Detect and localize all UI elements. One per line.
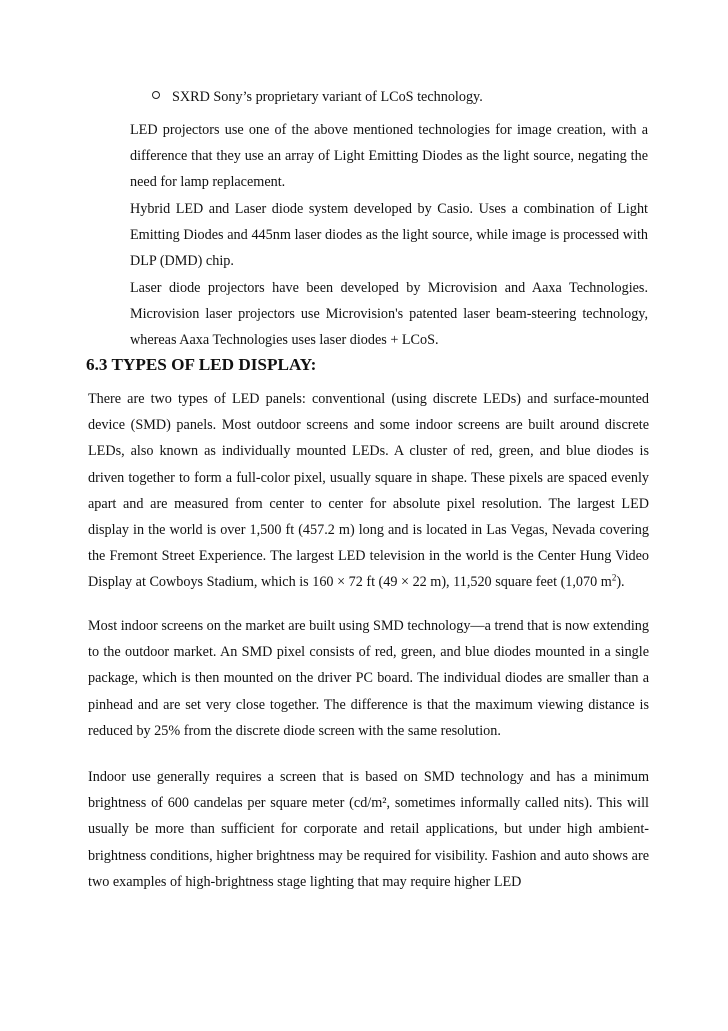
hollow-bullet-icon (152, 91, 160, 99)
paragraph-led-panel-types-end: ). (616, 574, 625, 591)
bullet-text: SXRD Sony’s proprietary variant of LCoS technology. (172, 89, 483, 105)
paragraph-led-projectors: LED projectors use one of the above mentioned technologies for image creation, with a difference that they use an array of Light Emitting Diodes as the light source, negating the need for lamp replacement. (130, 122, 648, 191)
paragraph-led-panel-types (88, 386, 649, 596)
paragraph-smd-technology: Most indoor screens on the market are built using SMD technology—a trend that is now extending to the outdoor market. An SMD pixel consists of red, green, and blue diodes mounted in a single package, which is then mounted on the driver PC board. The individual diodes are smaller than a pinhead and are set very close together. The difference is that the maximum viewing distance is reduced by 25% from the discrete diode screen with the same resolution. (88, 618, 649, 739)
bullet-item (152, 87, 483, 107)
superscript-two: 2 (611, 572, 617, 583)
paragraph-led-panel-types-text: There are two types of LED panels: conventional (using discrete LEDs) and surface-mounted device (SMD) panels. Most outdoor screens and some indoor screens are built around discrete LEDs, also known as individually mounted LEDs. A cluster of red, green, and blue diodes is driven together to form a full-color pixel, usually square in shape. These pixels are spaced evenly apart and are measured from center to center for absolute pixel resolution. The largest LED display in the world is over 1,500 ft (457.2 m) long and is located in Las Vegas, Nevada covering the Fremont Street Experience. The largest LED television in the world is the Center Hung Video Display at Cowboys Stadium, which is 160 × 72 ft (49 × 22 m), 11,520 square feet (1,070 m (88, 391, 649, 591)
paragraph-hybrid-led-laser: Hybrid LED and Laser diode system developed by Casio. Uses a combination of Light Emitting Diodes and 445nm laser diodes as the light source, while image is processed with DLP (DMD) chip. (130, 201, 648, 270)
section-heading: 6.3 TYPES OF LED DISPLAY: (86, 355, 317, 374)
paragraph-laser-diode-projectors: Laser diode projectors have been developed by Microvision and Aaxa Technologies. Microvision laser projectors use Microvision's patented laser beam-steering technology, whereas Aaxa Technologies uses laser diodes + LCoS. (130, 280, 648, 349)
paragraph-indoor-brightness: Indoor use generally requires a screen that is based on SMD technology and has a minimum brightness of 600 candelas per square meter (cd/m², sometimes informally called nits). This will usually be more than sufficient for corporate and retail applications, but under high ambient-brightness conditions, higher brightness may be required for visibility. Fashion and auto shows are two examples of high-brightness stage lighting that may require higher LED (88, 769, 649, 890)
